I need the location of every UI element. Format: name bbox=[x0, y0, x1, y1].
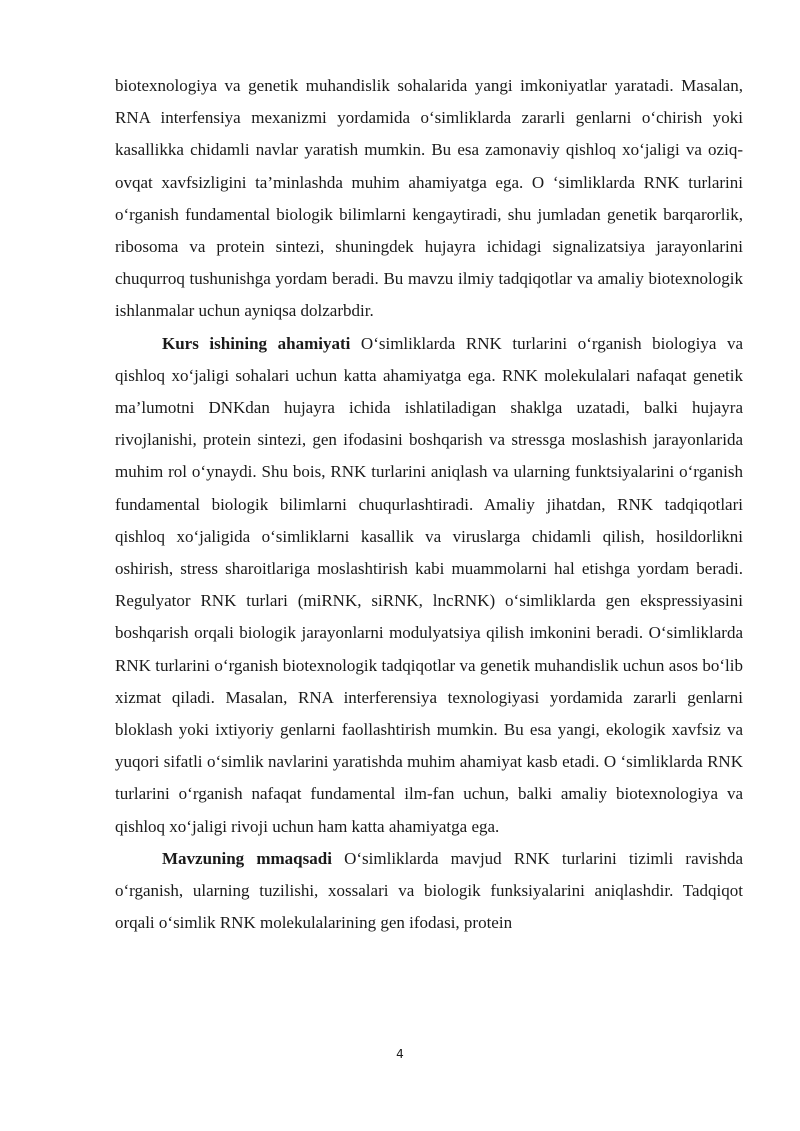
page-number: 4 bbox=[396, 1047, 404, 1061]
paragraph-2-heading: Kurs ishining ahamiyati bbox=[162, 333, 351, 353]
paragraph-3-heading: Mavzuning mmaqsadi bbox=[162, 848, 332, 868]
paragraph-3-body: O‘simliklarda mavjud RNK turlarini tizimli ravishda o‘rganish, ularning tuzilishi, xossalari va biologik funksiyalarini aniqlashdir. Tadqiqot orqali o‘simlik RNK molekulalarining gen ifodasi, protein bbox=[115, 848, 743, 933]
paragraph-2 bbox=[115, 328, 743, 843]
paragraph-3 bbox=[115, 843, 743, 940]
paragraph-1: biotexnologiya va genetik muhandislik sohalarida yangi imkoniyatlar yaratadi. Masalan, RNA interfensiya mexanizmi yordamida o‘simliklarda zararli genlarni o‘chirish yoki kasallikka chidamli navlar yaratish mumkin. Bu esa zamonaviy qishloq xo‘jaligi va oziq-ovqat xavfsizligini ta’minlashda muhim ahamiyatga ega. O ‘simliklarda RNK turlarini o‘rganish fundamental biologik bilimlarni kengaytiradi, shu jumladan genetik barqarorlik, ribosoma va protein sintezi, shuningdek hujayra ichidagi signalizatsiya jarayonlarini chuqurroq tushunishga yordam beradi. Bu mavzu ilmiy tadqiqotlar va amaliy biotexnologik ishlanmalar uchun ayniqsa dolzarbdir. bbox=[115, 76, 743, 321]
paragraph-2-body: O‘simliklarda RNK turlarini o‘rganish biologiya va qishloq xo‘jaligi sohalari uchun katta ahamiyatga ega. RNK molekulalari nafaqat genetik ma’lumotni DNKdan hujayra ichida ishlatiladigan shaklga uzatadi, balki hujayra rivojlanishi, protein sintezi, gen ifodasini boshqarish va stressga moslashish jarayonlarida muhim rol o‘ynaydi. Shu bois, RNK turlarini aniqlash va ularning funktsiyalarini o‘rganish fundamental biologik bilimlarni chuqurlashtiradi. Amaliy jihatdan, RNK tadqiqotlari qishloq xo‘jaligida o‘simliklarni kasallik va viruslarga chidamli qilish, hosildorlikni oshirish, stress sharoitlariga moslashtirish kabi muammolarni hal etishga yordam beradi. Regulyator RNK turlari (miRNK, siRNK, lncRNK) o‘simliklarda gen ekspressiyasini boshqarish orqali biologik jarayonlarni modulyatsiya qilish imkonini beradi. O‘simliklarda RNK turlarini o‘rganish biotexnologik tadqiqotlar va genetik muhandislik uchun asos bo‘lib xizmat qiladi. Masalan, RNA interferensiya texnologiyasi yordamida zararli genlarni bloklash yoki ixtiyoriy genlarni faollashtirish mumkin. Bu esa yangi, ekologik xavfsiz va yuqori sifatli o‘simlik navlarini yaratishda muhim ahamiyat kasb etadi. O ‘simliklarda RNK turlarini o‘rganish nafaqat fundamental ilm-fan uchun, balki amaliy biotexnologiya va qishloq xo‘jaligi rivoji uchun ham katta ahamiyatga ega. bbox=[115, 333, 744, 836]
body-text bbox=[115, 70, 743, 939]
